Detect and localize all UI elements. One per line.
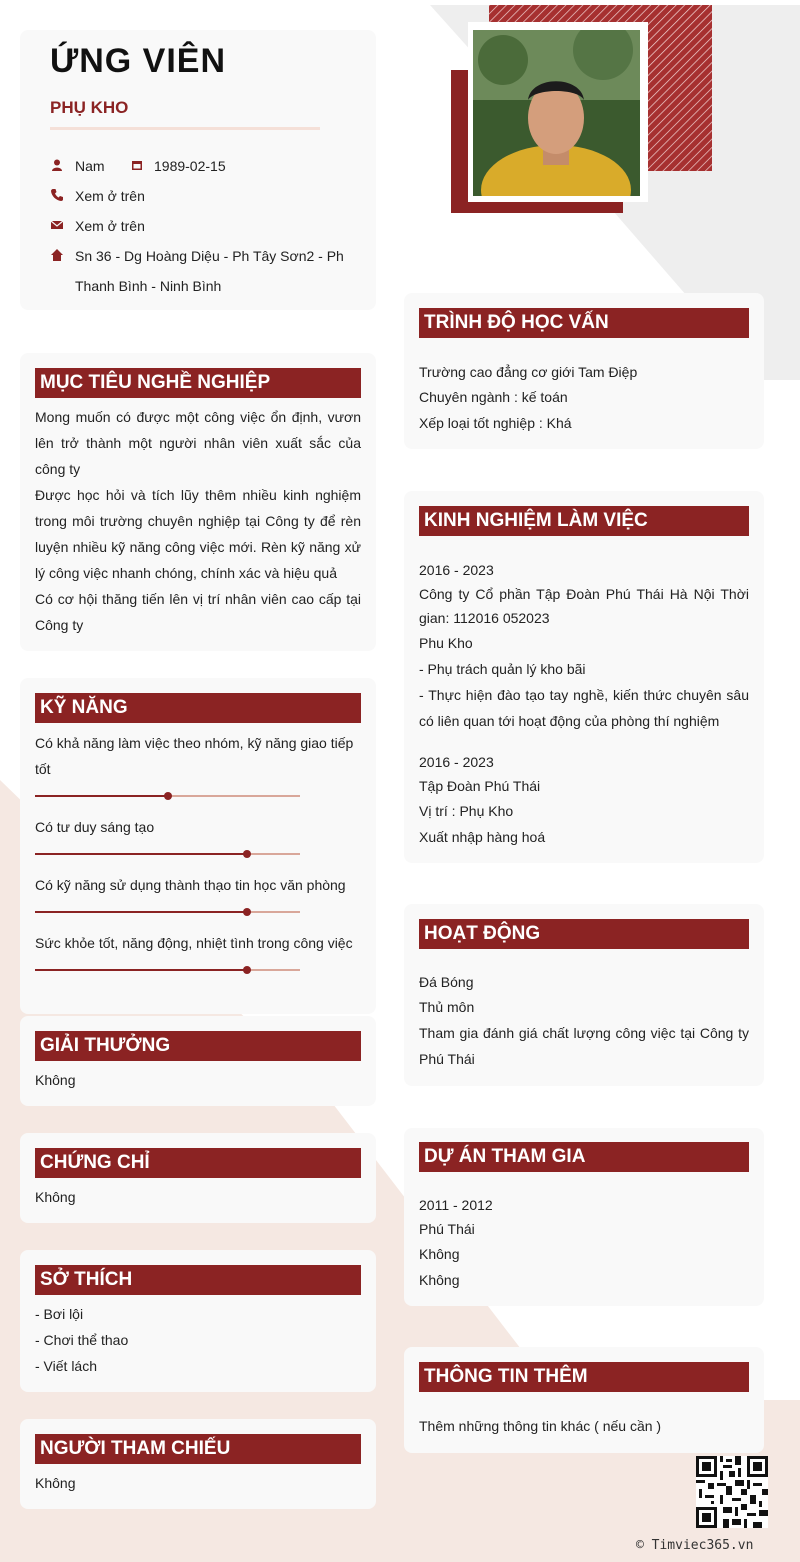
certificates-title: CHỨNG CHỈ xyxy=(35,1148,361,1178)
job-role: Phu Kho xyxy=(419,635,473,651)
skill-level-dot xyxy=(243,966,251,974)
avatar xyxy=(473,30,640,196)
qr-code xyxy=(696,1456,768,1528)
hobby-item: - Bơi lội xyxy=(35,1306,84,1322)
job-period: 2016 - 2023 xyxy=(419,562,494,578)
hobbies-card xyxy=(20,1250,376,1392)
more-info-card xyxy=(404,1347,764,1453)
education-major: Chuyên ngành : kế toán xyxy=(419,389,568,405)
project-name: Phú Thái xyxy=(419,1221,475,1237)
project-line: Không xyxy=(419,1272,460,1288)
job-company: Công ty Cổ phần Tập Đoàn Phú Thái Hà Nội Thời gian: 112016 052023 xyxy=(419,586,749,626)
objective-text-3: Có cơ hội thăng tiến lên vị trí nhân viên cao cấp tại Công ty xyxy=(35,591,361,633)
user-icon xyxy=(50,158,64,172)
project-period: 2011 - 2012 xyxy=(419,1197,493,1213)
experience-card xyxy=(404,491,764,863)
phone-icon xyxy=(50,188,64,202)
watermark: © Timviec365.vn xyxy=(636,1538,754,1553)
job-role: Vị trí : Phụ Kho xyxy=(419,803,514,819)
education-school: Trường cao đẳng cơ giới Tam Điệp xyxy=(419,364,638,380)
hobbies-title: SỞ THÍCH xyxy=(35,1265,361,1295)
skill-label: Có khả năng làm việc theo nhóm, kỹ năng giao tiếp tốt xyxy=(35,735,354,777)
job-desc: - Thực hiện đào tạo tay nghề, kiến thức chuyên sâu có liên quan tới hoạt động của phòng thí nghiệm xyxy=(419,687,749,729)
activity-line: Thủ môn xyxy=(419,999,475,1015)
skills-title: KỸ NĂNG xyxy=(35,693,361,723)
references-title: NGƯỜI THAM CHIẾU xyxy=(35,1434,361,1464)
objective-text-1: Mong muốn có được một công việc ổn định, vươn lên trở thành một người nhân viên xuất sắc của công ty xyxy=(35,409,361,477)
skills-card xyxy=(20,678,376,1014)
skill-label: Sức khỏe tốt, năng động, nhiệt tình trong công việc xyxy=(35,935,353,951)
candidate-name: ỨNG VIÊN xyxy=(50,42,227,80)
skill-level-dot xyxy=(243,908,251,916)
job-desc: - Phụ trách quản lý kho bãi xyxy=(419,661,586,677)
gender-value: Nam xyxy=(75,158,105,174)
activities-card xyxy=(404,904,764,1086)
header-divider xyxy=(50,127,320,130)
home-icon xyxy=(50,248,64,262)
skill-label: Có tư duy sáng tạo xyxy=(35,819,155,835)
awards-title: GIẢI THƯỞNG xyxy=(35,1031,361,1061)
skill-level-dot xyxy=(164,792,172,800)
education-grade: Xếp loại tốt nghiệp : Khá xyxy=(419,415,572,431)
hobby-item: - Viết lách xyxy=(35,1358,97,1374)
awards-text: Không xyxy=(35,1072,76,1088)
certificates-text: Không xyxy=(35,1189,76,1205)
phone-value: Xem ở trên xyxy=(75,188,145,204)
references-text: Không xyxy=(35,1475,76,1491)
activities-title: HOẠT ĐỘNG xyxy=(419,919,749,949)
objective-text-2: Được học hỏi và tích lũy thêm nhiều kinh nghiệm trong môi trường chuyên nghiệp tại Công ty để rèn luyện nhiều kỹ năng công việc mới. Rèn kỹ năng xử lý công việc nhanh chóng, chính xác và hiệu quả xyxy=(35,487,361,581)
education-card xyxy=(404,293,764,449)
activity-line: Đá Bóng xyxy=(419,974,474,990)
projects-card xyxy=(404,1128,764,1306)
birthdate-value: 1989-02-15 xyxy=(154,158,226,174)
objective-card xyxy=(20,353,376,651)
certificates-card xyxy=(20,1133,376,1223)
more-info-text: Thêm những thông tin khác ( nếu cần ) xyxy=(419,1418,662,1434)
skill-level-fill xyxy=(35,911,247,913)
header-card xyxy=(20,30,376,310)
more-info-title: THÔNG TIN THÊM xyxy=(419,1362,749,1392)
skill-level-fill xyxy=(35,795,168,797)
skill-level-dot xyxy=(243,850,251,858)
job-company: Tập Đoàn Phú Thái xyxy=(419,778,541,794)
candidate-position: PHỤ KHO xyxy=(50,98,129,117)
projects-title: DỰ ÁN THAM GIA xyxy=(419,1142,749,1172)
job-desc: Xuất nhập hàng hoá xyxy=(419,829,546,845)
email-value: Xem ở trên xyxy=(75,218,145,234)
objective-title: MỤC TIÊU NGHỀ NGHIỆP xyxy=(35,368,361,398)
skill-level-fill xyxy=(35,853,247,855)
job-period: 2016 - 2023 xyxy=(419,754,494,770)
references-card xyxy=(20,1419,376,1509)
address-line-1: Sn 36 - Dg Hoàng Diệu - Ph Tây Sơn2 - Ph xyxy=(75,248,344,264)
skill-level-fill xyxy=(35,969,247,971)
hobby-item: - Chơi thể thao xyxy=(35,1332,129,1348)
education-title: TRÌNH ĐỘ HỌC VẤN xyxy=(419,308,749,338)
skill-label: Có kỹ năng sử dụng thành thạo tin học văn phòng xyxy=(35,877,346,893)
email-icon xyxy=(50,218,64,232)
activity-line: Tham gia đánh giá chất lượng công việc tại Công ty Phú Thái xyxy=(419,1025,749,1067)
experience-title: KINH NGHIỆM LÀM VIỆC xyxy=(419,506,749,536)
awards-card xyxy=(20,1016,376,1106)
address-line-2: Thanh Bình - Ninh Bình xyxy=(75,278,222,294)
project-line: Không xyxy=(419,1246,460,1262)
calendar-icon xyxy=(130,158,144,172)
